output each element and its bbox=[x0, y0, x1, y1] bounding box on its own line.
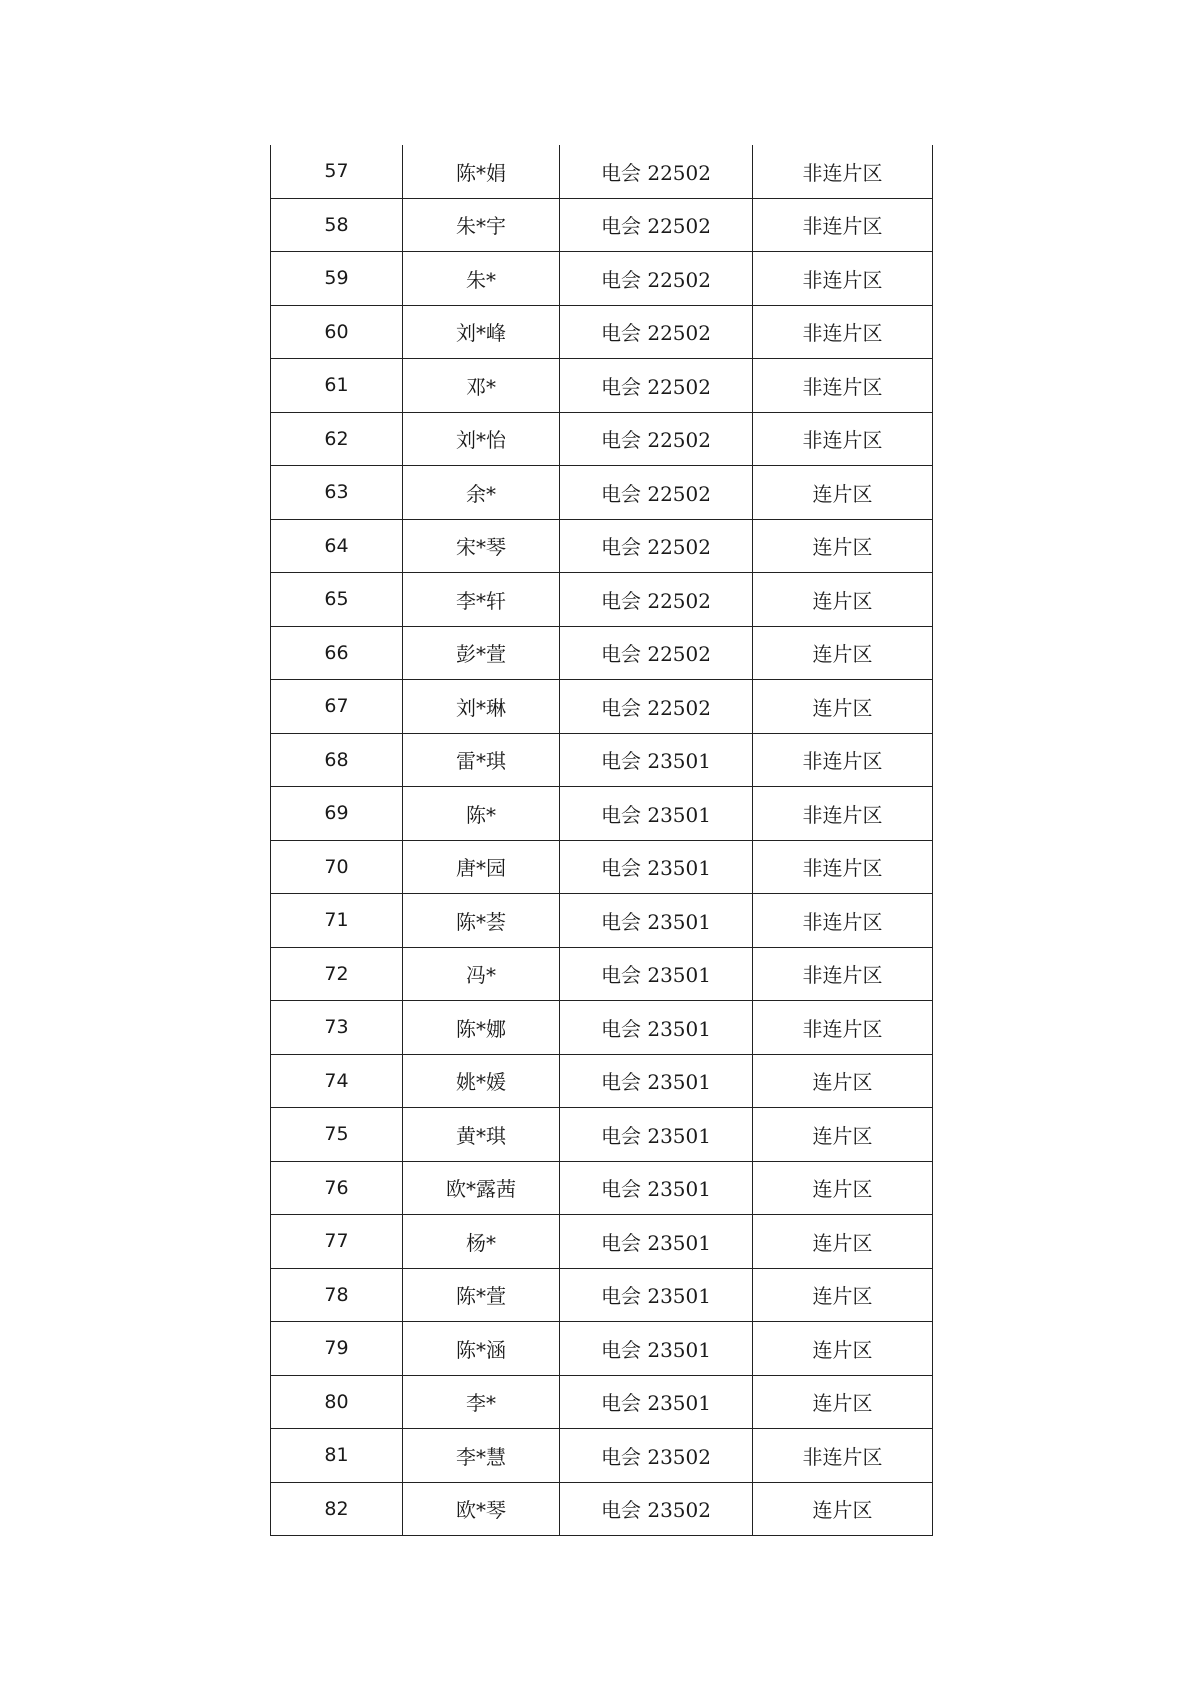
table-row bbox=[271, 1108, 933, 1162]
table-row bbox=[271, 1054, 933, 1108]
student-name: 彭*萱 bbox=[403, 626, 560, 680]
class-name: 电会 23501 bbox=[560, 787, 753, 841]
student-name: 陈*荟 bbox=[403, 894, 560, 948]
table-row bbox=[271, 947, 933, 1001]
class-name: 电会 22502 bbox=[560, 466, 753, 520]
row-index: 59 bbox=[271, 252, 403, 306]
student-name: 唐*园 bbox=[403, 840, 560, 894]
area-type: 非连片区 bbox=[753, 305, 933, 359]
row-index: 81 bbox=[271, 1429, 403, 1483]
row-index: 65 bbox=[271, 573, 403, 627]
table-row bbox=[271, 894, 933, 948]
area-type: 非连片区 bbox=[753, 733, 933, 787]
table-row bbox=[271, 1375, 933, 1429]
area-type: 连片区 bbox=[753, 1108, 933, 1162]
student-name: 李* bbox=[403, 1375, 560, 1429]
table-row bbox=[271, 252, 933, 306]
class-name: 电会 23501 bbox=[560, 1001, 753, 1055]
student-name: 雷*琪 bbox=[403, 733, 560, 787]
row-index: 70 bbox=[271, 840, 403, 894]
class-name: 电会 23501 bbox=[560, 1108, 753, 1162]
table-row bbox=[271, 1268, 933, 1322]
class-name: 电会 22502 bbox=[560, 412, 753, 466]
table-row bbox=[271, 1161, 933, 1215]
area-type: 连片区 bbox=[753, 1268, 933, 1322]
class-name: 电会 22502 bbox=[560, 198, 753, 252]
student-name: 刘*琳 bbox=[403, 680, 560, 734]
student-name: 李*轩 bbox=[403, 573, 560, 627]
class-name: 电会 23501 bbox=[560, 1375, 753, 1429]
class-name: 电会 22502 bbox=[560, 519, 753, 573]
class-name: 电会 22502 bbox=[560, 305, 753, 359]
table-body bbox=[271, 145, 933, 1536]
row-index: 80 bbox=[271, 1375, 403, 1429]
row-index: 67 bbox=[271, 680, 403, 734]
student-name: 陈*涵 bbox=[403, 1322, 560, 1376]
table-row bbox=[271, 305, 933, 359]
row-index: 82 bbox=[271, 1482, 403, 1536]
row-index: 75 bbox=[271, 1108, 403, 1162]
row-index: 74 bbox=[271, 1054, 403, 1108]
class-name: 电会 22502 bbox=[560, 680, 753, 734]
class-name: 电会 22502 bbox=[560, 626, 753, 680]
area-type: 连片区 bbox=[753, 466, 933, 520]
row-index: 79 bbox=[271, 1322, 403, 1376]
class-name: 电会 22502 bbox=[560, 145, 753, 198]
row-index: 69 bbox=[271, 787, 403, 841]
class-name: 电会 22502 bbox=[560, 252, 753, 306]
class-name: 电会 22502 bbox=[560, 359, 753, 413]
area-type: 连片区 bbox=[753, 573, 933, 627]
class-name: 电会 23501 bbox=[560, 1322, 753, 1376]
student-table bbox=[270, 145, 933, 1536]
table-row bbox=[271, 519, 933, 573]
student-name: 余* bbox=[403, 466, 560, 520]
table-row bbox=[271, 680, 933, 734]
row-index: 58 bbox=[271, 198, 403, 252]
area-type: 连片区 bbox=[753, 1322, 933, 1376]
student-name: 欧*琴 bbox=[403, 1482, 560, 1536]
area-type: 非连片区 bbox=[753, 894, 933, 948]
class-name: 电会 23501 bbox=[560, 894, 753, 948]
area-type: 非连片区 bbox=[753, 787, 933, 841]
class-name: 电会 23501 bbox=[560, 1268, 753, 1322]
row-index: 61 bbox=[271, 359, 403, 413]
student-name: 冯* bbox=[403, 947, 560, 1001]
row-index: 64 bbox=[271, 519, 403, 573]
row-index: 57 bbox=[271, 145, 403, 198]
student-name: 陈*娟 bbox=[403, 145, 560, 198]
student-name: 杨* bbox=[403, 1215, 560, 1269]
area-type: 连片区 bbox=[753, 1482, 933, 1536]
student-name: 陈*娜 bbox=[403, 1001, 560, 1055]
area-type: 连片区 bbox=[753, 680, 933, 734]
area-type: 非连片区 bbox=[753, 359, 933, 413]
class-name: 电会 23501 bbox=[560, 733, 753, 787]
student-name: 宋*琴 bbox=[403, 519, 560, 573]
student-name: 朱*宇 bbox=[403, 198, 560, 252]
student-name: 陈*萱 bbox=[403, 1268, 560, 1322]
area-type: 连片区 bbox=[753, 1215, 933, 1269]
class-name: 电会 23501 bbox=[560, 840, 753, 894]
row-index: 78 bbox=[271, 1268, 403, 1322]
area-type: 连片区 bbox=[753, 1054, 933, 1108]
row-index: 60 bbox=[271, 305, 403, 359]
table-row bbox=[271, 733, 933, 787]
row-index: 76 bbox=[271, 1161, 403, 1215]
student-name: 李*慧 bbox=[403, 1429, 560, 1483]
row-index: 72 bbox=[271, 947, 403, 1001]
class-name: 电会 23501 bbox=[560, 1215, 753, 1269]
table-row bbox=[271, 1001, 933, 1055]
area-type: 连片区 bbox=[753, 519, 933, 573]
area-type: 非连片区 bbox=[753, 252, 933, 306]
area-type: 非连片区 bbox=[753, 412, 933, 466]
class-name: 电会 23502 bbox=[560, 1482, 753, 1536]
class-name: 电会 23501 bbox=[560, 1161, 753, 1215]
student-name: 陈* bbox=[403, 787, 560, 841]
table-row bbox=[271, 840, 933, 894]
row-index: 66 bbox=[271, 626, 403, 680]
row-index: 62 bbox=[271, 412, 403, 466]
table-row bbox=[271, 466, 933, 520]
student-name: 邓* bbox=[403, 359, 560, 413]
table-row bbox=[271, 573, 933, 627]
area-type: 非连片区 bbox=[753, 1429, 933, 1483]
table-row bbox=[271, 412, 933, 466]
table-row bbox=[271, 1429, 933, 1483]
class-name: 电会 23501 bbox=[560, 1054, 753, 1108]
table-row bbox=[271, 359, 933, 413]
area-type: 非连片区 bbox=[753, 198, 933, 252]
table-row bbox=[271, 145, 933, 198]
student-name: 朱* bbox=[403, 252, 560, 306]
class-name: 电会 22502 bbox=[560, 573, 753, 627]
area-type: 连片区 bbox=[753, 626, 933, 680]
student-name: 欧*露茜 bbox=[403, 1161, 560, 1215]
table-row bbox=[271, 198, 933, 252]
table-row bbox=[271, 1482, 933, 1536]
table-row bbox=[271, 1215, 933, 1269]
student-name: 黄*琪 bbox=[403, 1108, 560, 1162]
table-row bbox=[271, 1322, 933, 1376]
student-name: 刘*怡 bbox=[403, 412, 560, 466]
row-index: 77 bbox=[271, 1215, 403, 1269]
class-name: 电会 23502 bbox=[560, 1429, 753, 1483]
area-type: 连片区 bbox=[753, 1375, 933, 1429]
row-index: 63 bbox=[271, 466, 403, 520]
student-name: 刘*峰 bbox=[403, 305, 560, 359]
area-type: 非连片区 bbox=[753, 145, 933, 198]
row-index: 71 bbox=[271, 894, 403, 948]
row-index: 68 bbox=[271, 733, 403, 787]
area-type: 非连片区 bbox=[753, 1001, 933, 1055]
row-index: 73 bbox=[271, 1001, 403, 1055]
area-type: 连片区 bbox=[753, 1161, 933, 1215]
area-type: 非连片区 bbox=[753, 840, 933, 894]
table-row bbox=[271, 787, 933, 841]
class-name: 电会 23501 bbox=[560, 947, 753, 1001]
table-row bbox=[271, 626, 933, 680]
area-type: 非连片区 bbox=[753, 947, 933, 1001]
student-name: 姚*媛 bbox=[403, 1054, 560, 1108]
